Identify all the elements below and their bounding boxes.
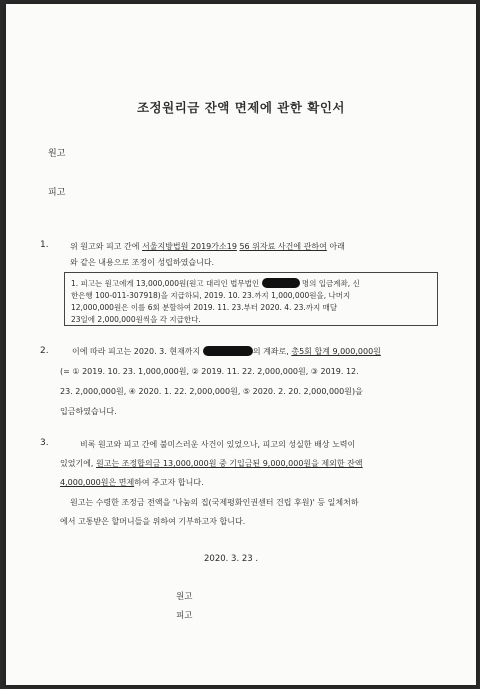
section-2-line-1: 이에 따라 피고는 2020. 3. 현재까지 의 계좌로, 총5회 합계 9,000,000원 (72, 347, 381, 356)
court-case-number: 서울지방법원 2019가소19 (142, 242, 237, 251)
section-3-line-3: 4,000,000원은 면제하여 주고자 합니다. (60, 478, 204, 487)
section-3-line-4: 원고는 수령한 조정금 전액을 '나눔의 집(국제평화인권센터 건립 후원)' 등 일체처하 (70, 498, 359, 507)
waiver-statement: 원고는 조정합의금 13,000,000원 중 기입금된 9,000,000원을 제외한 잔액 (96, 459, 363, 468)
document-page (6, 4, 476, 685)
section-2-number: 2. (40, 346, 49, 356)
document-title: 조정원리금 잔액 면제에 관한 확인서 (136, 100, 346, 115)
section-3-number: 3. (40, 438, 49, 448)
settlement-terms-box (64, 272, 438, 326)
case-name: 56 위자료 사건에 관하여 (239, 242, 327, 251)
signature-defendant: 피고 (176, 611, 193, 621)
section-3-line-2: 있었기에, 원고는 조정합의금 13,000,000원 중 기입금된 9,000,000원을 제외한 잔액 (60, 459, 363, 468)
section-1-line-2: 와 같은 내용으로 조정이 성립하였습니다. (70, 258, 215, 267)
redaction-mark (203, 346, 253, 356)
section-1-text: 위 원고와 피고 간에 (70, 242, 142, 251)
payment-total: 총5회 합계 9,000,000원 (291, 347, 381, 356)
box-line-3: 12,000,000원은 이를 6회 분할하여 2019. 11. 23.부터 2020. 4. 23.까지 매달 (71, 303, 338, 312)
redaction-mark (262, 278, 300, 288)
document-date: 2020. 3. 23 . (204, 554, 259, 564)
box-line-4: 23일에 2,000,000원씩을 각 지급한다. (71, 315, 201, 324)
section-2-line-3: 23. 2,000,000원, ④ 2020. 1. 22. 2,000,000원, ⑤ 2020. 2. 20. 2,000,000원)을 (60, 387, 363, 396)
section-3-line-5: 에서 고통받은 할머니들을 위하여 기부하고자 합니다. (60, 517, 246, 526)
section-1-line-1: 위 원고와 피고 간에 서울지방법원 2019가소19 56 위자료 사건에 관하여 아래 (70, 242, 345, 251)
signature-plaintiff: 원고 (176, 592, 193, 602)
section-1-number: 1. (40, 240, 49, 250)
section-2-line-4: 입금하였습니다. (60, 407, 117, 416)
defendant-label: 피고 (48, 188, 66, 198)
waived-amount: 4,000,000원은 면제 (60, 478, 135, 487)
box-line-1: 1. 피고는 원고에게 13,000,000원(원고 대리인 법무법인 명의 입금계좌, 신 (71, 279, 360, 288)
section-2-line-2: (= ① 2019. 10. 23. 1,000,000원, ② 2019. 11. 22. 2,000,000원, ③ 2019. 12. (60, 367, 359, 376)
plaintiff-label: 원고 (48, 149, 66, 159)
section-3-line-1: 비록 원고와 피고 간에 불미스러운 사건이 있었으나, 피고의 성실한 배상 노력이 (80, 440, 356, 449)
box-line-2: 한은행 100-011-307918)을 지급하되, 2019. 10. 23.까지 1,000,000원을, 나머지 (71, 291, 351, 300)
